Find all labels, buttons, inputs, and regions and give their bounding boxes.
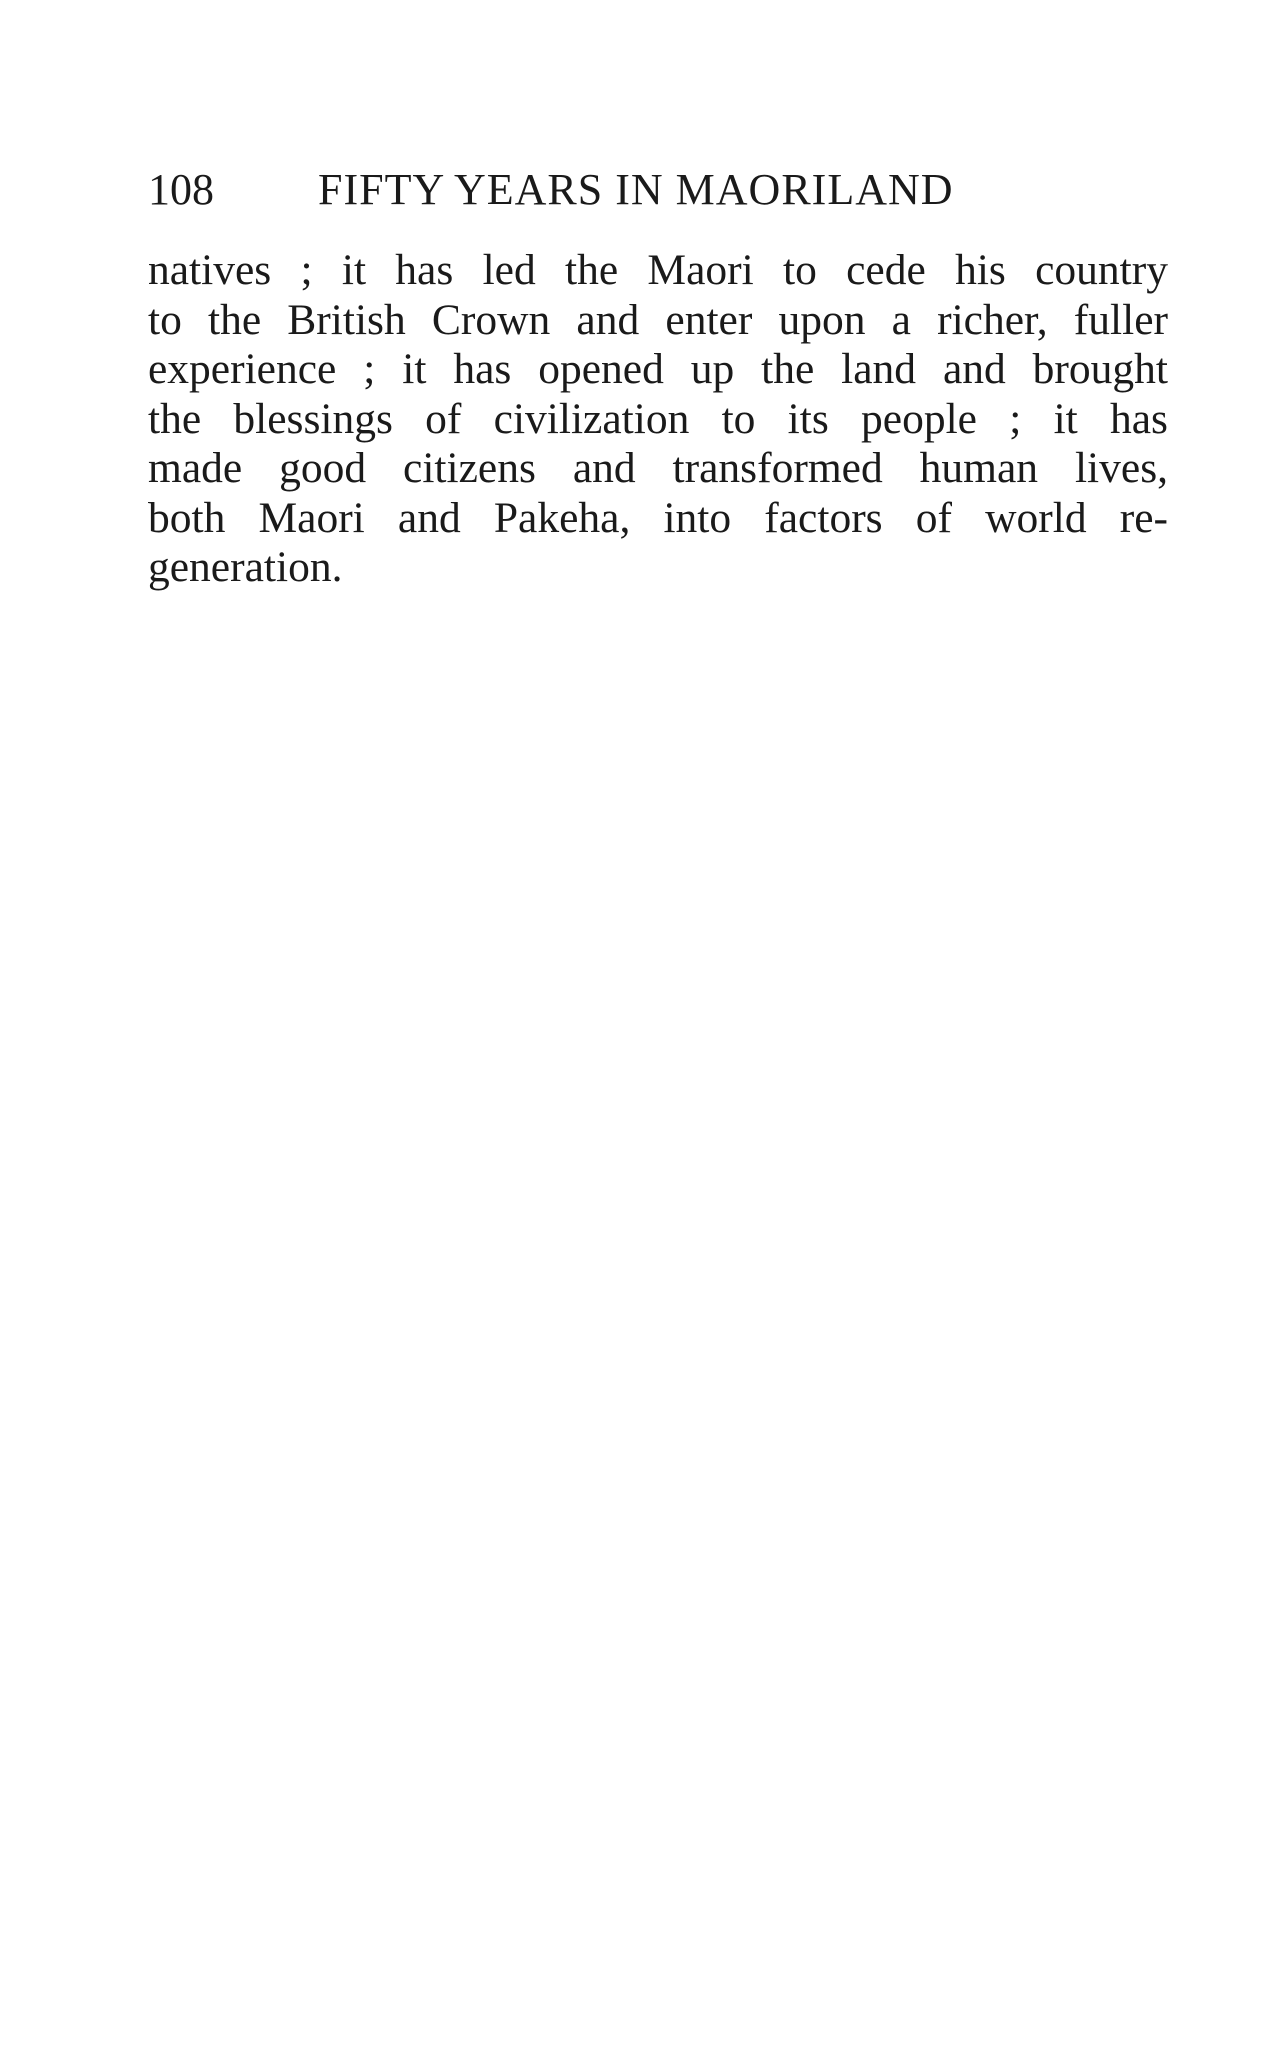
text-line: the blessings of civilization to its people ; it has	[148, 394, 1168, 443]
running-head	[148, 160, 1168, 220]
text-line: generation.	[148, 543, 343, 591]
page-number: 108	[148, 165, 214, 214]
text-line: to the British Crown and enter upon a richer, fuller	[148, 295, 1168, 344]
text-line: natives ; it has led the Maori to cede his country	[148, 246, 1168, 294]
text-line: made good citizens and transformed human lives,	[148, 444, 1168, 492]
text-line: experience ; it has opened up the land and brought	[148, 345, 1168, 393]
running-title: FIFTY YEARS IN MAORILAND	[318, 165, 954, 214]
text-line: both Maori and Pakeha, into factors of world re-	[148, 493, 1168, 542]
body-paragraph	[148, 246, 1168, 593]
